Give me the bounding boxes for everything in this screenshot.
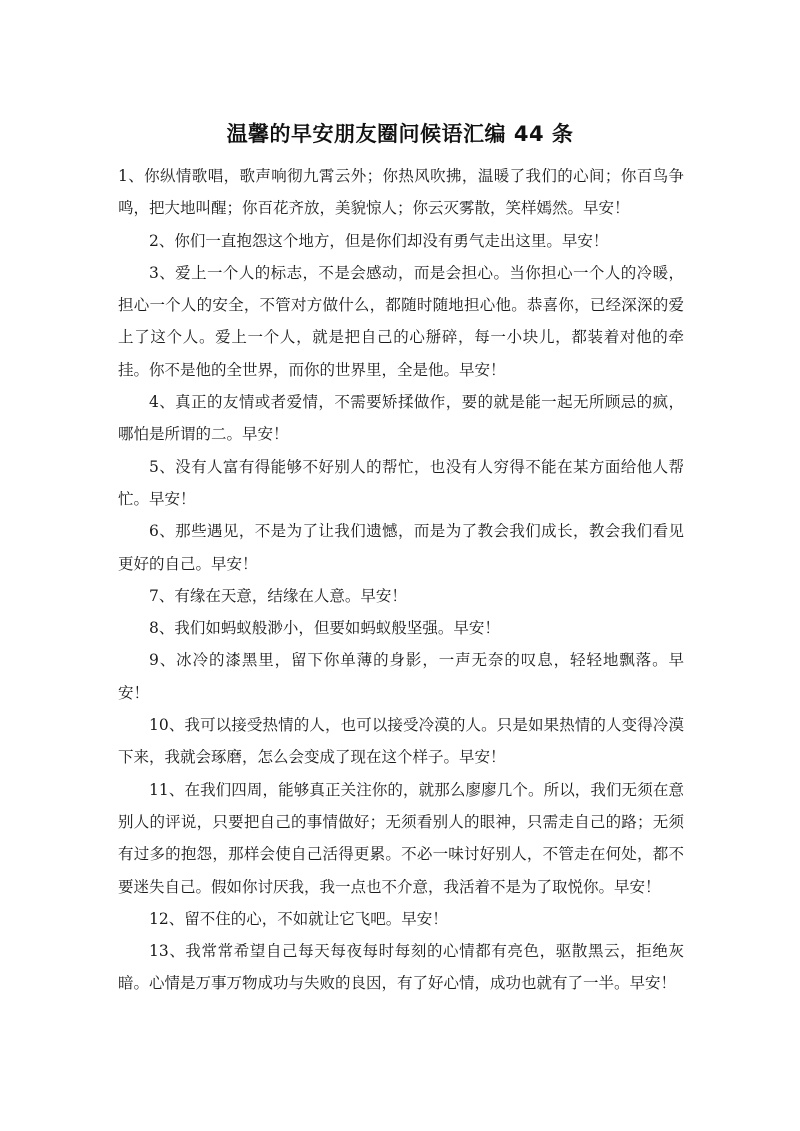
paragraph-2: 2、你们一直抱怨这个地方，但是你们却没有勇气走出这里。早安！: [149, 231, 609, 250]
paragraph-8: 8、我们如蚂蚁般渺小，但要如蚂蚁般坚强。早安！: [149, 619, 500, 638]
paragraph-4: 4、真正的友情或者爱情，不需要矫揉做作，要的就是能一起无所顾忌的疯，哪怕是所谓的二。早安！: [118, 393, 684, 444]
paragraph-9: 9、冰冷的漆黑里，留下你单薄的身影，一声无奈的叹息，轻轻地飘落。早安！: [118, 651, 684, 702]
paragraph-5: 5、没有人富有得能够不好别人的帮忙，也没有人穷得不能在某方面给他人帮忙。早安！: [118, 457, 684, 508]
paragraph-3: 3、爱上一个人的标志，不是会感动，而是会担心。当你担心一个人的冷暖，担心一个人的安全，不管对方做什么，都随时随地担心他。恭喜你，已经深深的爱上了这个人。爱上一个人，就是把自己的心掰碎，每一小块儿，都装着对他的牵挂。你不是他的全世界，而你的世界里，全是他。早安！: [118, 263, 684, 379]
document-title: 温馨的早安朋友圈问候语汇编 44 条: [226, 122, 574, 146]
paragraph-1: 1、你纵情歌唱，歌声响彻九霄云外；你热风吹拂，温暖了我们的心间；你百鸟争鸣，把大地叫醒；你百花齐放，美貌惊人；你云灭雾散，笑样嫣然。早安！: [118, 167, 684, 218]
paragraph-7: 7、有缘在天意，结缘在人意。早安！: [149, 586, 407, 605]
paragraph-10: 10、我可以接受热情的人，也可以接受冷漠的人。只是如果热情的人变得冷漠下来，我就会琢磨，怎么会变成了现在这个样子。早安！: [118, 716, 684, 767]
paragraph-11: 11、在我们四周，能够真正关注你的，就那么廖廖几个。所以，我们无须在意别人的评说，只要把自己的事情做好；无须看别人的眼神，只需走自己的路；无须有过多的抱怨，那样会使自己活得更累。不必一味讨好别人，不管走在何处，都不要迷失自己。假如你讨厌我，我一点也不介意，我活着不是为了取悦你。早安！: [118, 780, 684, 896]
paragraph-12: 12、留不住的心，不如就让它飞吧。早安！: [149, 909, 448, 928]
document-body: [118, 160, 684, 1000]
paragraph-13: 13、我常常希望自己每天每夜每时每刻的心情都有亮色，驱散黑云，拒绝灰暗。心情是万事万物成功与失败的良因，有了好心情，成功也就有了一半。早安！: [118, 942, 684, 993]
paragraph-6: 6、那些遇见，不是为了让我们遗憾，而是为了教会我们成长，教会我们看见更好的自己。早安！: [118, 522, 684, 573]
